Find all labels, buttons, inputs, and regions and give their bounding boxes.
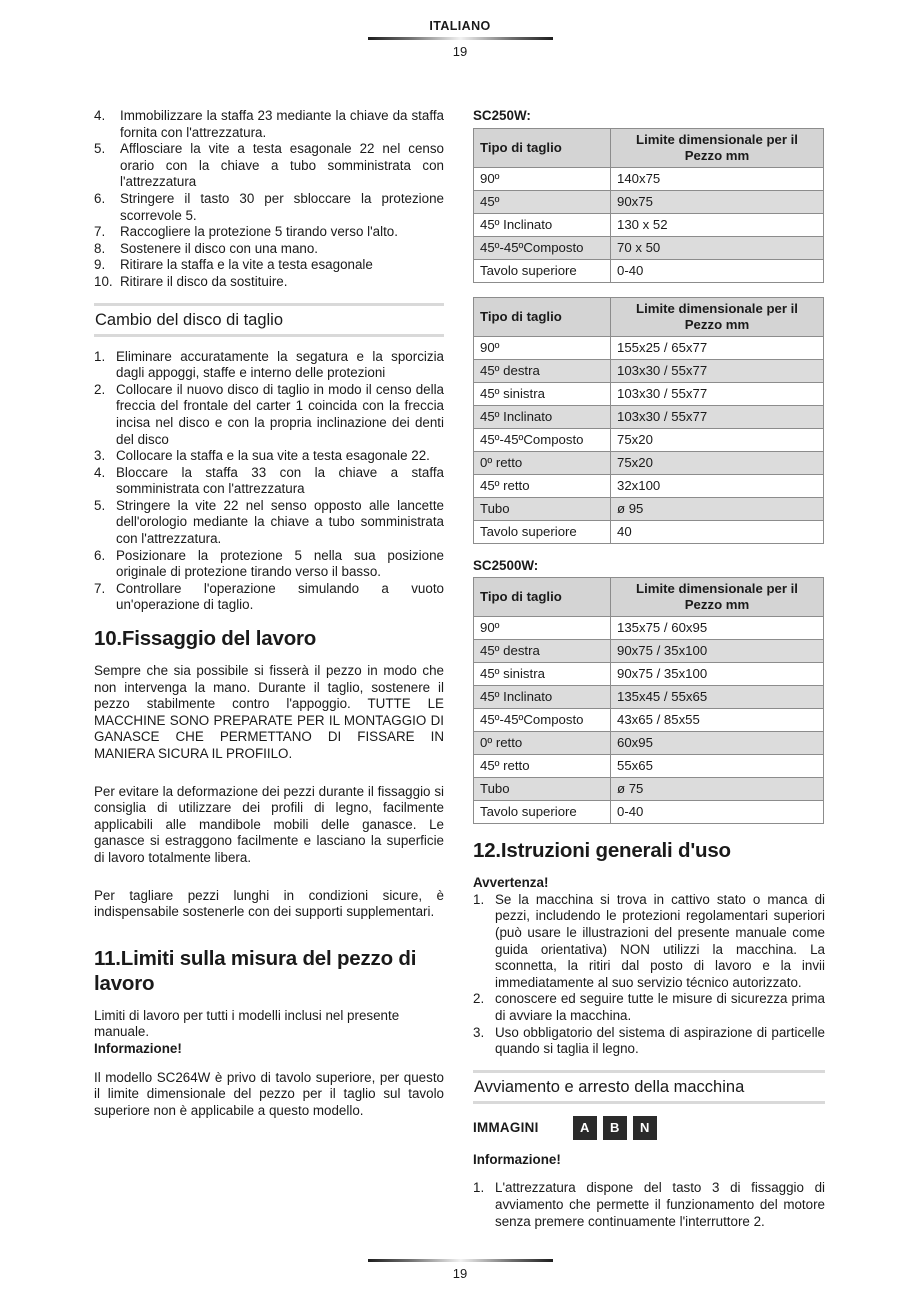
list-item-number: 2. [473, 991, 485, 1007]
table-cell: 75x20 [611, 451, 824, 474]
table-row [474, 359, 824, 382]
immagini-badge[interactable]: A [573, 1116, 597, 1140]
table-row [474, 336, 824, 359]
spacer [94, 934, 444, 946]
table-cell: 45º Inclinato [474, 405, 611, 428]
list-item [94, 241, 444, 258]
table-row [474, 474, 824, 497]
subheading-avviamento [473, 1070, 825, 1104]
list-item-text: Raccogliere la protezione 5 tirando verso l'alto. [120, 224, 398, 240]
chapter-11-info-label: Informazione! [94, 1040, 182, 1056]
list-item-text: Immobilizzare la staffa 23 mediante la chiave da staffa fornita con l'attrezzatura. [120, 108, 444, 140]
spacer [473, 1058, 825, 1070]
list-item [473, 991, 825, 1024]
list-item-text: Sostenere il disco con una mano. [120, 240, 319, 256]
table-cell: 40 [611, 520, 824, 543]
table-cell: 75x20 [611, 428, 824, 451]
table-row [474, 778, 824, 801]
list-item [94, 108, 444, 141]
spec-table [473, 577, 824, 824]
table-cell: 135x45 / 55x65 [611, 686, 824, 709]
chapter-11-title: 11.Limiti sulla misura del pezzo di lavoro [94, 946, 417, 995]
table-cell: Tavolo superiore [474, 801, 611, 824]
table-row [474, 259, 824, 282]
table-column-header: Tipo di taglio [474, 128, 611, 167]
table-cell: Tavolo superiore [474, 259, 611, 282]
spacer [473, 1168, 825, 1180]
table-cell: 60x95 [611, 732, 824, 755]
avvertenza-label: Avvertenza! [473, 875, 549, 891]
list-item [473, 1180, 825, 1230]
subheading-avviamento-label: Avviamento e arresto della macchina [474, 1077, 745, 1096]
spacer [94, 291, 444, 303]
list-item [94, 274, 444, 291]
list-item-number: 3. [94, 448, 106, 464]
immagini-badge[interactable]: B [603, 1116, 627, 1140]
chapter-10-paragraph-1: Sempre che sia possibile si fisserà il pezzo in modo che non intervenga la mano. Durante il taglio, sostenere il pezzo stabilmente contro l'appoggio. TUTTE LE MACCHINE SONO PREPARATE PER IL MONTAGGIO DI GANASCE CHE PERMETTANO DI FISSARE IN MANIERA SICURA IL PROFIILO. [94, 663, 444, 761]
spacer [94, 880, 444, 888]
list-item-number: 6. [94, 547, 106, 563]
disc-change-step-list [94, 349, 444, 615]
table-row [474, 236, 824, 259]
left-column [94, 108, 444, 1132]
page-header [0, 18, 920, 61]
table-cell: 0º retto [474, 732, 611, 755]
table-row [474, 520, 824, 543]
footer-page-number: 19 [452, 1266, 468, 1281]
table-cell: 140x75 [611, 167, 824, 190]
spacer [94, 1058, 444, 1070]
list-item-text: Stringere la vite 22 nel senso opposto alle lancette dell'orologio mediante la chiave a tubo somministrata con l'attrezzatura. [116, 497, 444, 547]
immagini-badge-group [573, 1116, 663, 1140]
list-item-number: 1. [473, 1180, 485, 1196]
header-language-title: ITALIANO [429, 19, 491, 33]
list-item-number: 4. [94, 108, 106, 123]
spacer [94, 614, 444, 626]
list-item-text: L'attrezzatura dispone del tasto 3 di fissaggio di avviamento che permette il funzionamento del motore senza premere continuamente l'interruttore 2. [495, 1180, 825, 1229]
table-cell: 45º destra [474, 640, 611, 663]
table-row [474, 497, 824, 520]
list-item-number: 7. [94, 580, 106, 596]
table-cell: 90º [474, 617, 611, 640]
chapter-10-paragraph-3: Per tagliare pezzi lunghi in condizioni sicure, è indispensabile sostenerle con dei supporti supplementari. [94, 887, 444, 920]
list-item-number: 1. [473, 891, 485, 907]
list-item-number: 3. [473, 1024, 485, 1040]
list-item-text: Ritirare il disco da sostituire. [120, 273, 288, 289]
table-cell: 103x30 / 55x77 [611, 405, 824, 428]
list-item [94, 141, 444, 191]
list-item-number: 4. [94, 464, 106, 480]
list-item-text: Eliminare accuratamente la segatura e la sporcizia dagli appoggi, staffe e interno delle protezioni [116, 348, 444, 381]
table-header-row [474, 128, 824, 167]
table-row [474, 686, 824, 709]
table-cell: 90x75 / 35x100 [611, 640, 824, 663]
table-cell: Tubo [474, 778, 611, 801]
table-cell: 90x75 [611, 190, 824, 213]
subheading-rule-bottom [94, 334, 444, 337]
table-column-header: Limite dimensionale per il Pezzo mm [611, 297, 824, 336]
header-page-number: 19 [452, 44, 468, 59]
table-row [474, 732, 824, 755]
table-column-header: Limite dimensionale per il Pezzo mm [611, 128, 824, 167]
informazione-label: Informazione! [473, 1151, 561, 1167]
table-row [474, 617, 824, 640]
list-item [94, 191, 444, 224]
table-cell: 103x30 / 55x77 [611, 382, 824, 405]
table-cell: 0-40 [611, 801, 824, 824]
list-item-text: Collocare il nuovo disco di taglio in modo il censo della freccia del frontale del carter 1 coincida con la freccia incisa nel disco e con la propria inclinazione dei denti del disco [116, 381, 444, 447]
table-cell: 45º retto [474, 755, 611, 778]
table-cell: 45º sinistra [474, 663, 611, 686]
table-header-row [474, 578, 824, 617]
list-item [473, 1025, 825, 1058]
list-item-text: conoscere ed seguire tutte le misure di sicurezza prima di avviare la macchina. [495, 991, 825, 1023]
list-item-text: Afflosciare la vite a testa esagonale 22 nel censo orario con la chiave a tubo somministrata con l'attrezzatura [120, 141, 444, 190]
list-item [94, 257, 444, 274]
table-cell: 90x75 / 35x100 [611, 663, 824, 686]
list-item [94, 349, 444, 382]
table-cell: 45º-45ºComposto [474, 428, 611, 451]
table-header-row [474, 297, 824, 336]
avvertenza-step-list [473, 892, 825, 1058]
table-cell: Tubo [474, 497, 611, 520]
list-item-number: 5. [94, 497, 106, 513]
list-item [94, 382, 444, 448]
table-row [474, 428, 824, 451]
table-cell: ø 95 [611, 497, 824, 520]
table-cell: 32x100 [611, 474, 824, 497]
page-footer [0, 1256, 920, 1283]
list-item [94, 448, 444, 465]
table-row [474, 663, 824, 686]
table-cell: ø 75 [611, 778, 824, 801]
table-cell: Tavolo superiore [474, 520, 611, 543]
table-cell: 0º retto [474, 451, 611, 474]
table-row [474, 190, 824, 213]
table-column-header: Tipo di taglio [474, 297, 611, 336]
informazione-step-list [473, 1180, 825, 1230]
table-model-label: SC2500W: [473, 557, 539, 573]
table-cell: 155x25 / 65x77 [611, 336, 824, 359]
spec-tables-container [473, 108, 825, 824]
table-cell: 55x65 [611, 755, 824, 778]
list-item-number: 1. [94, 348, 106, 364]
subheading-rule-bottom [473, 1101, 825, 1104]
table-cell: 45º Inclinato [474, 686, 611, 709]
table-row [474, 801, 824, 824]
table-row [474, 709, 824, 732]
table-cell: 45º sinistra [474, 382, 611, 405]
disc-removal-step-list [94, 108, 444, 291]
table-row [474, 382, 824, 405]
table-row [474, 640, 824, 663]
footer-rule [368, 1259, 553, 1262]
immagini-label: IMMAGINI [473, 1120, 539, 1136]
table-cell: 45º destra [474, 359, 611, 382]
table-cell: 90º [474, 167, 611, 190]
list-item-number: 6. [94, 190, 106, 206]
table-cell: 45º Inclinato [474, 213, 611, 236]
list-item [94, 548, 444, 581]
list-item-text: Se la macchina si trova in cattivo stato o manca di pezzi, includendo le protezioni regolamentari superiori (può usare le illustrazioni del presente manuale come guida orientativa) NON utilizzi la macchina. La sconnetta, la ritiri dal posto di lavoro e la invii immediatamente al suo servizio técnico autorizzato. [495, 891, 825, 990]
table-cell: 70 x 50 [611, 236, 824, 259]
list-item [473, 892, 825, 992]
table-cell: 45º retto [474, 474, 611, 497]
list-item-number: 7. [94, 224, 106, 240]
subheading-rule-top [473, 1070, 825, 1073]
chapter-10-title: 10.Fissaggio del lavoro [94, 627, 317, 651]
table-cell: 103x30 / 55x77 [611, 359, 824, 382]
list-item [94, 224, 444, 241]
table-cell: 45º-45ºComposto [474, 709, 611, 732]
list-item [94, 498, 444, 548]
table-cell: 90º [474, 336, 611, 359]
table-row [474, 405, 824, 428]
table-column-header: Tipo di taglio [474, 578, 611, 617]
table-cell: 135x75 / 60x95 [611, 617, 824, 640]
table-cell: 45º-45ºComposto [474, 236, 611, 259]
right-column [473, 108, 825, 1230]
list-item [94, 465, 444, 498]
list-item-text: Collocare la staffa e la sua vite a testa esagonale 22. [116, 448, 430, 464]
chapter-12-title: 12.Istruzioni generali d'uso [473, 839, 731, 863]
table-model-label: SC250W: [473, 108, 531, 123]
table-cell: 0-40 [611, 259, 824, 282]
list-item-text: Controllare l'operazione simulando a vuoto un'operazione di taglio. [116, 580, 444, 613]
list-item-number: 10. [94, 273, 113, 289]
table-row [474, 755, 824, 778]
subheading-rule-top [94, 303, 444, 306]
subheading-cambio-disco [94, 303, 444, 337]
spacer [94, 776, 444, 784]
list-item-text: Ritirare la staffa e la vite a testa esagonale [120, 257, 373, 273]
table-row [474, 167, 824, 190]
chapter-11-intro: Limiti di lavoro per tutti i modelli inclusi nel presente manuale. [94, 1007, 400, 1040]
table-column-header: Limite dimensionale per il Pezzo mm [611, 578, 824, 617]
list-item [94, 581, 444, 614]
list-item-text: Bloccare la staffa 33 con la chiave a staffa somministrata con l'attrezzatura [116, 464, 444, 497]
table-cell: 45º [474, 190, 611, 213]
table-row [474, 451, 824, 474]
spec-table [473, 128, 824, 283]
list-item-number: 8. [94, 240, 106, 256]
list-item-number: 9. [94, 257, 106, 273]
list-item-text: Uso obbligatorio del sistema di aspirazione di particelle quando si taglia il legno. [495, 1024, 825, 1057]
immagini-badge[interactable]: N [633, 1116, 657, 1140]
list-item-number: 5. [94, 141, 106, 157]
chapter-10-paragraph-2: Per evitare la deformazione dei pezzi durante il fissaggio si consiglia di utilizzare dei profili di legno, facilmente applicabili alle mandibole mobili delle ganasce. Le ganasce si estraggono facilmente e lasciano la superficie di lavoro totalmente libera. [94, 783, 444, 865]
immagini-row [473, 1116, 825, 1140]
list-item-number: 2. [94, 381, 106, 397]
table-cell: 43x65 / 85x55 [611, 709, 824, 732]
subheading-cambio-disco-label: Cambio del disco di taglio [95, 310, 284, 329]
list-item-text: Stringere il tasto 30 per sbloccare la protezione scorrevole 5. [120, 190, 444, 223]
table-row [474, 213, 824, 236]
chapter-11-note: Il modello SC264W è privo di tavolo superiore, per questo il limite dimensionale del pezzo per il taglio sul tavolo superiore non è applicabile a questo modello. [94, 1069, 444, 1118]
table-cell: 130 x 52 [611, 213, 824, 236]
list-item-text: Posizionare la protezione 5 nella sua posizione originale di protezione tirando verso il basso. [116, 547, 444, 580]
header-rule [368, 37, 553, 40]
spec-table [473, 297, 824, 544]
